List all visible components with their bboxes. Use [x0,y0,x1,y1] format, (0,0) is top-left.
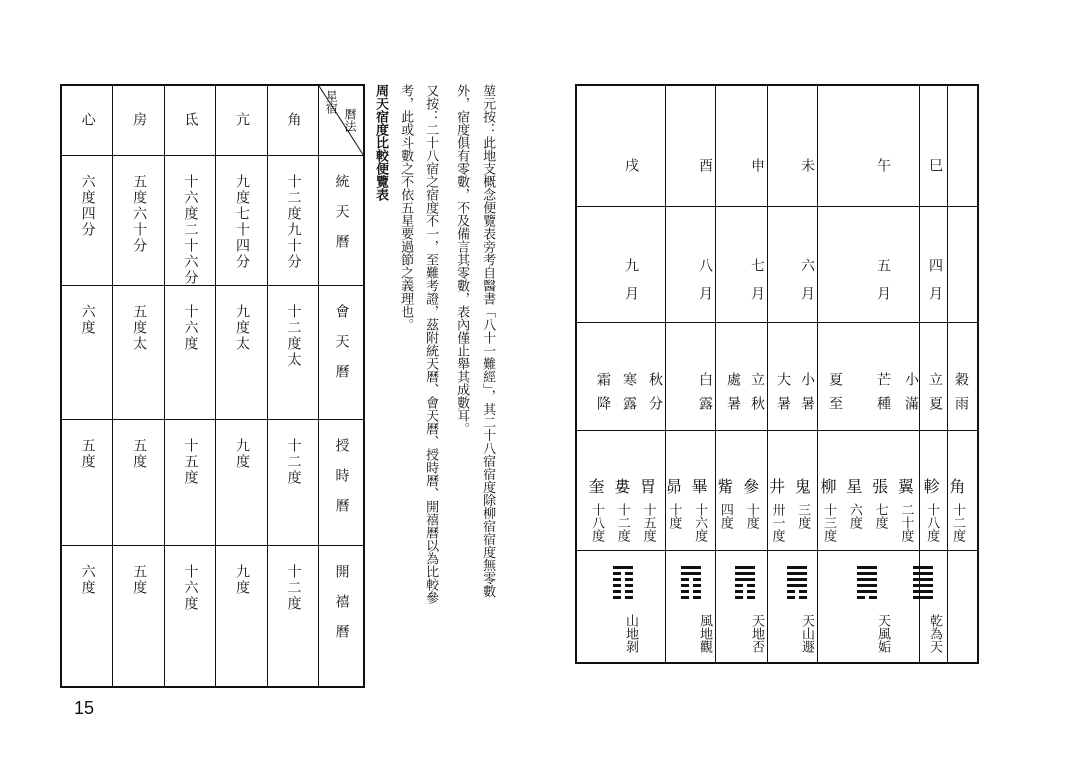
table-caption: 周天宿度比較便覽表 [373,84,388,201]
hexagram-name: 天風姤 [875,614,890,653]
mansion-name: 張 [872,477,889,496]
yang-line [735,578,755,581]
yang-line [787,578,807,581]
table-cell: 十二度九十分 [285,173,302,270]
hexagram-name: 乾為天 [927,614,942,653]
column-header: 亢 [233,112,250,128]
mansion-degree: 十三度 [821,503,837,542]
yang-line [913,578,933,581]
yang-line [787,566,807,569]
note-paragraph-4: 考，此或斗數之不依五星要過節之義理也。 [398,84,414,331]
star-degree-comparison-table [60,84,365,688]
table-cell: 六度四分 [79,173,96,238]
yang-line [913,572,933,575]
method-col-5 [61,85,113,155]
corner-label-mansion: 星宿 [324,90,339,114]
mansion-degree: 十二度 [949,503,965,542]
page-number: 15 [74,698,95,718]
month-label: 九月 [623,258,639,314]
corner-label-method: 曆法 [343,108,357,132]
column-header: 房 [131,112,148,128]
yin-line [613,596,633,599]
yin-line [613,578,633,581]
mansion-degree: 四度 [717,503,733,529]
yang-line [913,590,933,593]
solar-term: 秋分 [647,372,663,420]
yang-line [913,596,933,599]
yang-line [913,584,933,587]
table-cell: 五度太 [131,303,148,352]
mansion-degree: 十二度 [614,503,630,542]
mansion-name: 星 [846,477,863,496]
mansion-degree: 十度 [743,503,759,529]
month-label: 四月 [927,258,943,314]
branch-month-table [575,84,979,664]
mansion-degree: 十六度 [692,503,708,542]
yang-line [857,590,877,593]
hexagram-symbol [681,566,701,599]
column-header: 角 [285,112,302,128]
table-cell: 九度太 [233,303,250,352]
yin-line [613,584,633,587]
month-label: 八月 [697,258,713,314]
yang-line [735,572,755,575]
mansion-degree: 十五度 [640,503,656,542]
mansion-name: 畢 [691,477,708,496]
yang-line [857,566,877,569]
mansion-degree: 十度 [666,503,682,529]
hexagram-name: 風地觀 [697,614,712,653]
table-cell: 十六度二十六分 [182,173,199,286]
yin-line [681,584,701,587]
solar-term: 夏至 [827,372,843,420]
solar-term: 小滿 [903,372,919,420]
row-method: 會天曆 [333,303,350,394]
yin-line [857,596,877,599]
yang-line [787,584,807,587]
mansion-degree: 三度 [795,503,811,529]
note-paragraph-3: 又按：二十八宿之宿度不一，至難考證，茲附統天曆、會天曆、授時曆、開禧曆以為比較參 [423,84,439,604]
yang-line [857,584,877,587]
hexagram-symbol [613,566,633,599]
solar-term: 芒種 [875,372,891,420]
yin-line [613,590,633,593]
mansion-name: 井 [768,477,785,496]
note-paragraph-1: 堃元按：此地支概念便覽表旁考自醫書「八十一難經」，其二十八宿宿度除柳宿宿度無零數 [480,84,496,598]
mansion-name: 昴 [665,477,682,496]
yin-line [735,596,755,599]
yang-line [681,566,701,569]
yang-line [913,566,933,569]
yang-line [735,566,755,569]
mansion-name: 胃 [640,477,657,496]
table-cell: 十二度 [285,563,302,612]
yang-line [613,566,633,569]
mansion-name: 婁 [614,477,631,496]
branch-label: 申 [749,158,765,172]
yin-line [681,590,701,593]
table-cell: 五度 [131,563,148,596]
mansion-degree: 十八度 [924,503,940,542]
month-label: 六月 [799,258,815,314]
note-paragraph-2: 外，宿度俱有零數，不及備言其零數，表內僅止舉其成數耳。 [454,84,470,435]
mansion-degree: 七度 [872,503,888,529]
solar-term: 處暑 [725,372,741,420]
column-header: 心 [79,112,96,128]
table-cell: 五度 [131,437,148,470]
yang-line [681,572,701,575]
table-cell: 九度 [233,437,250,470]
table-cell: 六度 [79,563,96,596]
branch-label: 巳 [927,158,943,172]
solar-term: 立夏 [927,372,943,420]
header-corner [319,85,364,155]
mansion-name: 奎 [588,477,605,496]
solar-term: 大暑 [775,372,791,420]
table-cell: 十六度 [182,303,199,352]
table-cell: 十二度 [285,437,302,486]
row-method: 授時曆 [333,437,350,528]
solar-term: 寒露 [621,372,637,420]
mansion-name: 柳 [820,477,837,496]
table-cell: 十六度 [182,563,199,612]
mansion-name: 觜 [717,477,734,496]
mansion-name: 翼 [897,477,914,496]
yang-line [857,572,877,575]
branch-label: 酉 [697,158,713,172]
mansion-name: 參 [743,477,760,496]
mansion-name: 軫 [923,477,940,496]
hexagram-symbol [735,566,755,599]
hexagram-symbol [913,566,933,599]
table-cell: 六度 [79,303,96,336]
yin-line [787,590,807,593]
row-method: 開禧曆 [333,563,350,654]
month-label: 七月 [749,258,765,314]
yin-line [787,596,807,599]
yin-line [613,572,633,575]
mansion-name: 角 [949,477,966,496]
branch-label: 午 [875,158,891,172]
table-cell: 五度 [79,437,96,470]
table-cell: 十五度 [182,437,199,486]
yin-line [735,590,755,593]
hexagram-name: 山地剝 [623,614,638,653]
branch-label: 戌 [623,158,639,172]
mansion-degree: 六度 [846,503,862,529]
solar-term: 穀雨 [953,372,969,420]
solar-term: 小暑 [799,372,815,420]
solar-term: 白露 [697,372,713,420]
table-cell: 九度七十四分 [233,173,250,270]
table-cell: 十二度太 [285,303,302,368]
yin-line [681,578,701,581]
hexagram-name: 天地否 [749,614,764,653]
month-label: 五月 [875,258,891,314]
yin-line [681,596,701,599]
mansion-degree: 卅一度 [769,503,785,542]
mansion-name: 鬼 [794,477,811,496]
yang-line [857,578,877,581]
hexagram-symbol [857,566,877,599]
hexagram-name: 天山遯 [799,614,814,653]
mansion-row [587,474,967,542]
branch-label: 未 [799,158,815,172]
mansion-degree: 十八度 [589,503,604,542]
solar-term: 霜降 [595,372,611,420]
solar-term: 立秋 [749,372,765,420]
table-cell: 五度六十分 [131,173,148,254]
yin-line [735,584,755,587]
hexagram-symbol [787,566,807,599]
row-method: 統天曆 [333,173,350,264]
yang-line [787,572,807,575]
mansion-degree: 二十度 [898,503,914,542]
column-header: 氐 [182,112,199,128]
table-cell: 九度 [233,563,250,596]
